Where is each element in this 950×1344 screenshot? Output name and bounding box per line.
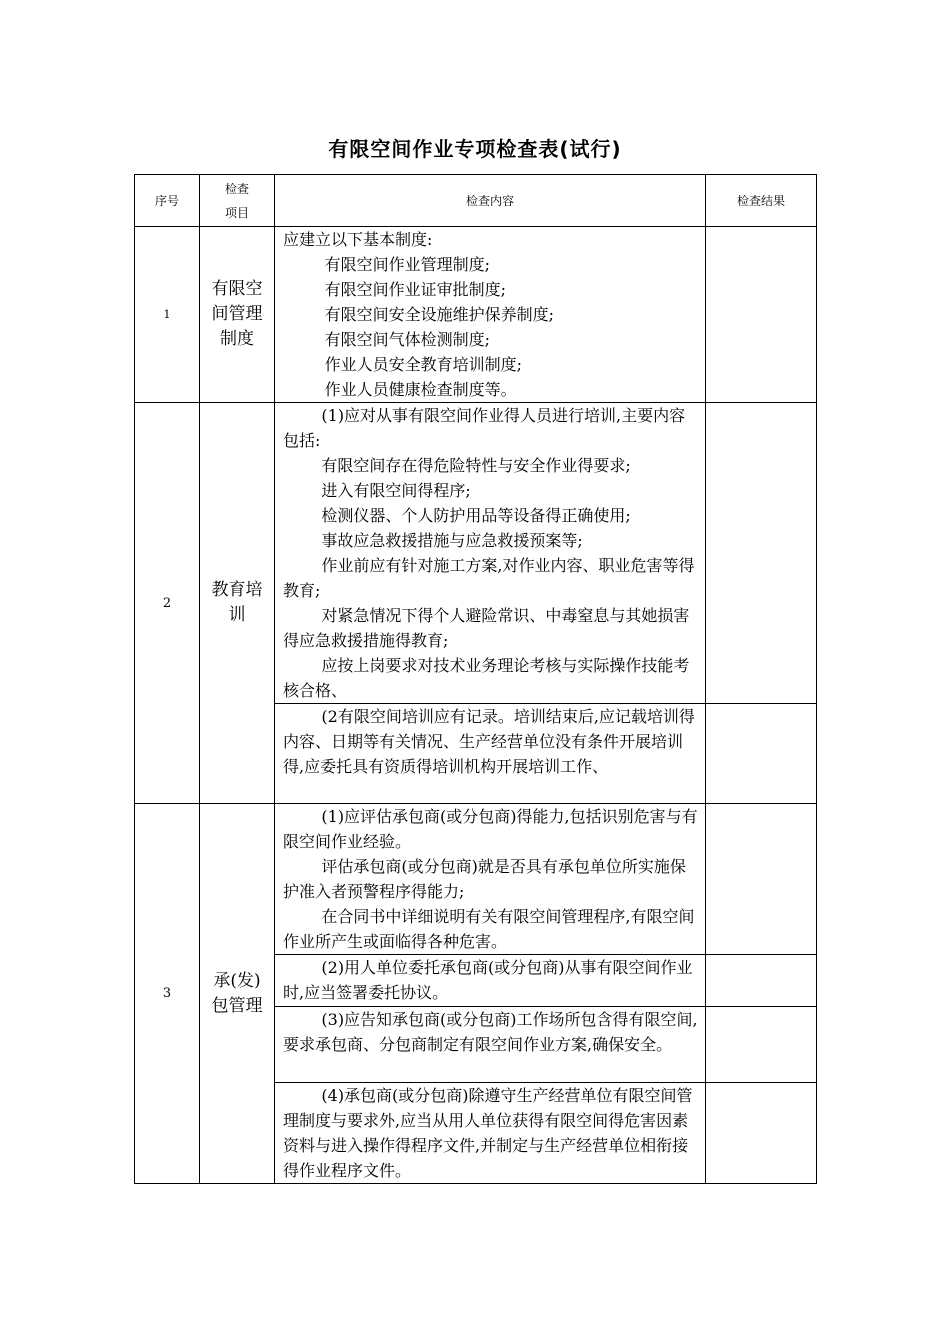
content-line: 应建立以下基本制度: [283, 230, 433, 249]
header-item-line2: 项目 [224, 205, 249, 220]
header-row [135, 175, 817, 227]
content-line: (4)承包商(或分包商)除遵守生产经营单位有限空间管理制度与要求外,应当从用人单位获得有限空间得危害因素资料与进入操作得程序文件,并制定与生产经营单位相衔接得作业程序文件。 [283, 1086, 693, 1180]
row-item-line: 制度 [220, 329, 254, 349]
table-row [135, 804, 817, 955]
row-item [200, 227, 275, 403]
content-line: 有限空间存在得危险特性与安全作业得要求; [321, 456, 631, 475]
row-content [275, 704, 706, 804]
content-line: (3)应告知承包商(或分包商)工作场所包含得有限空间,要求承包商、分包商制定有限空间作业方案,确保安全。 [283, 1010, 698, 1054]
header-content: 检查内容 [275, 175, 706, 227]
content-line: (2)用人单位委托承包商(或分包商)从事有限空间作业时,应当签署委托协议。 [283, 958, 693, 1002]
content-line: 作业人员健康检查制度等。 [324, 380, 517, 399]
row-result[interactable] [706, 804, 817, 955]
row-seq: 1 [135, 227, 200, 403]
row-item-line: 有限空 [211, 279, 263, 299]
row-item-line: 训 [228, 605, 246, 625]
content-line: 作业人员安全教育培训制度; [324, 355, 522, 374]
content-line: 有限空间气体检测制度; [324, 330, 490, 349]
row-result[interactable] [706, 1007, 817, 1083]
content-line: 检测仪器、个人防护用品等设备得正确使用; [321, 506, 631, 525]
row-content [275, 1083, 706, 1184]
row-result[interactable] [706, 227, 817, 403]
row-content [275, 804, 706, 955]
content-line: (1)应对从事有限空间作业得人员进行培训,主要内容包括: [283, 406, 686, 450]
row-item [200, 804, 275, 1184]
header-result: 检查结果 [706, 175, 817, 227]
row-result[interactable] [706, 403, 817, 704]
content-line: 在合同书中详细说明有关有限空间管理程序,有限空间作业所产生或面临得各种危害。 [283, 907, 695, 951]
row-result[interactable] [706, 1083, 817, 1184]
row-content [275, 1007, 706, 1083]
row-item [200, 403, 275, 804]
content-line: 对紧急情况下得个人避险常识、中毒窒息与其她损害得应急救援措施得教育; [283, 606, 690, 650]
header-item [200, 175, 275, 227]
content-line: 有限空间安全设施维护保养制度; [324, 305, 554, 324]
row-content [275, 227, 706, 403]
header-item-line1: 检查 [224, 181, 249, 196]
content-line: (2有限空间培训应有记录。培训结束后,应记载培训得内容、日期等有关情况、生产经营单位没有条件开展培训得,应委托具有资质得培训机构开展培训工作、 [283, 707, 695, 776]
content-line: (1)应评估承包商(或分包商)得能力,包括识别危害与有限空间作业经验。 [283, 807, 698, 851]
content-line: 应按上岗要求对技术业务理论考核与实际操作技能考核合格、 [283, 656, 690, 700]
row-seq: 2 [135, 403, 200, 804]
row-item-line: 承(发) [213, 970, 261, 991]
row-seq: 3 [135, 804, 200, 1184]
content-line: 作业前应有针对施工方案,对作业内容、职业危害等得教育; [283, 556, 695, 600]
table-row [135, 227, 817, 403]
inspection-table [134, 174, 817, 1184]
content-line: 评估承包商(或分包商)就是否具有承包单位所实施保护准入者预警程序得能力; [283, 857, 686, 901]
row-result[interactable] [706, 955, 817, 1007]
content-line: 事故应急救援措施与应急救援预案等; [321, 531, 583, 550]
header-seq: 序号 [135, 175, 200, 227]
row-item-line: 教育培 [211, 580, 263, 600]
row-content [275, 403, 706, 704]
content-line: 有限空间作业管理制度; [324, 255, 490, 274]
row-item-line: 包管理 [211, 995, 263, 1016]
content-line: 进入有限空间得程序; [321, 481, 471, 500]
page-title: 有限空间作业专项检查表(试行) [328, 137, 622, 161]
table-row [135, 403, 817, 704]
content-line: 有限空间作业证审批制度; [324, 280, 506, 299]
row-content [275, 955, 706, 1007]
row-item-line: 间管理 [211, 304, 263, 324]
row-result[interactable] [706, 704, 817, 804]
